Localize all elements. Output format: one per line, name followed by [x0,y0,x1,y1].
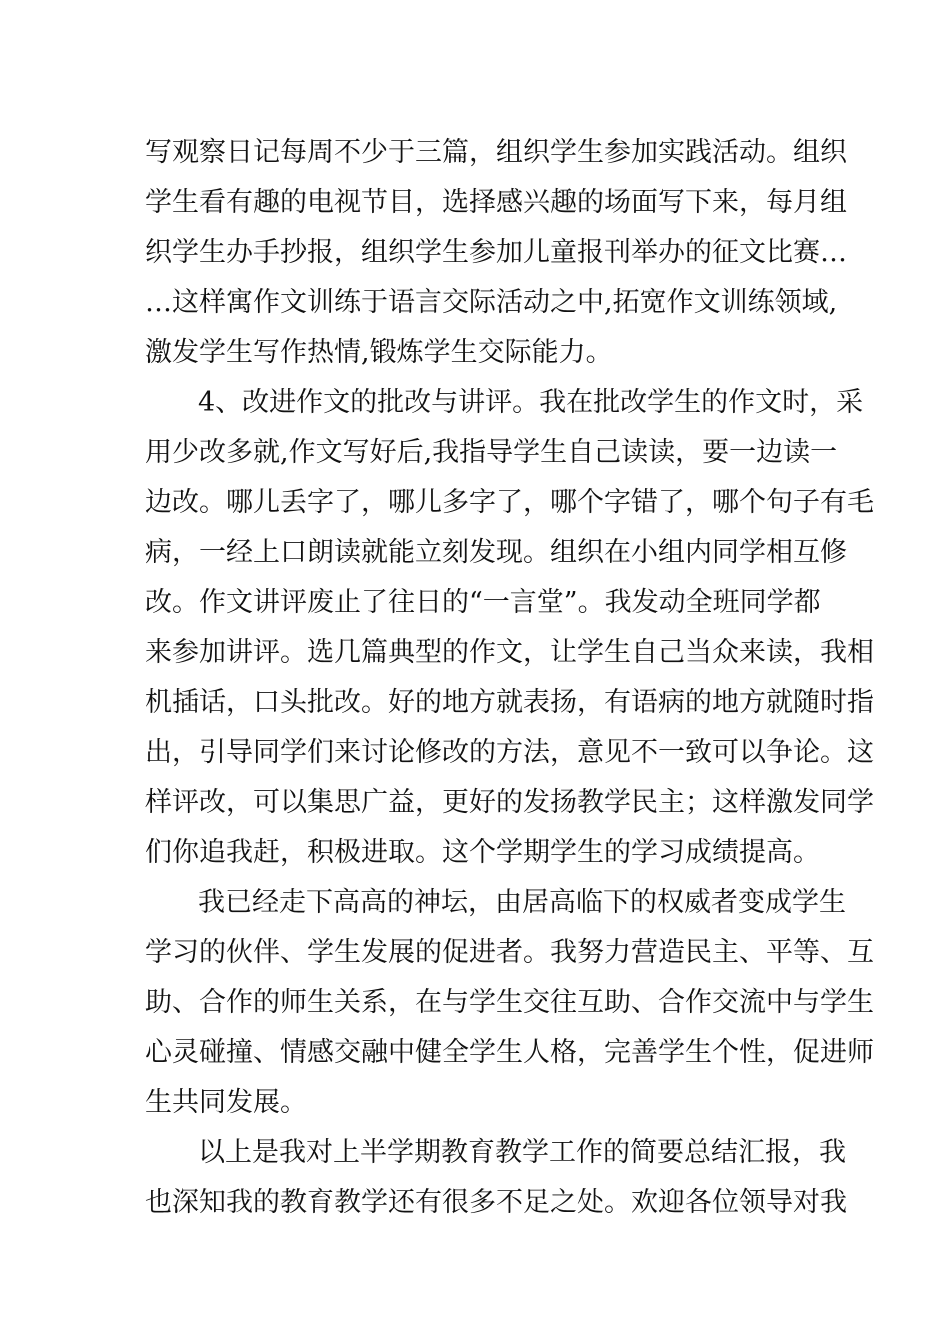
text-line: …这样寓作文训练于语言交际活动之中,拓宽作文训练领域, [145,287,838,318]
text-line: 边改。哪儿丢字了，哪儿多字了，哪个字错了，哪个句子有毛 [145,487,874,518]
text-line: 学习的伙伴、学生发展的促进者。我努力营造民主、平等、互 [145,937,874,968]
text-line: 心灵碰撞、情感交融中健全学生人格，完善学生个性，促进师 [145,1037,874,1068]
text-line: 助、合作的师生关系，在与学生交往互助、合作交流中与学生 [145,987,874,1018]
text-line: 写观察日记每周不少于三篇，组织学生参加实践活动。组织 [145,137,847,168]
text-line: 们你追我赶，积极进取。这个学期学生的学习成绩提高。 [145,837,820,868]
text-line: 病，一经上口朗读就能立刻发现。组织在小组内同学相互修 [145,537,847,568]
text-line: 生共同发展。 [145,1087,307,1118]
text-line: 改。作文讲评废止了往日的“一言堂”。我发动全班同学都 [145,587,821,618]
text-line: 来参加讲评。选几篇典型的作文，让学生自己当众来读，我相 [145,637,874,668]
text-line: 样评改，可以集思广益，更好的发扬教学民主；这样激发同学 [145,787,874,818]
text-line: 学生看有趣的电视节目，选择感兴趣的场面写下来，每月组 [145,187,847,218]
text-line: 用少改多就,作文写好后,我指导学生自己读读，要一边读一 [145,437,838,468]
document-body [145,128,874,1228]
text-line: 4、改进作文的批改与讲评。我在批改学生的作文时，采 [198,387,864,418]
text-line: 激发学生写作热情,锻炼学生交际能力。 [145,337,613,368]
text-line: 织学生办手抄报，组织学生参加儿童报刊举办的征文比赛… [145,237,847,268]
text-line: 机插话，口头批改。好的地方就表扬，有语病的地方就随时指 [145,687,874,718]
text-line: 我已经走下高高的神坛，由居高临下的权威者变成学生 [198,887,846,918]
text-line: 也深知我的教育教学还有很多不足之处。欢迎各位领导对我 [145,1187,847,1218]
text-line: 出，引导同学们来讨论修改的方法，意见不一致可以争论。这 [145,737,874,768]
text-line: 以上是我对上半学期教育教学工作的简要总结汇报，我 [198,1137,846,1168]
